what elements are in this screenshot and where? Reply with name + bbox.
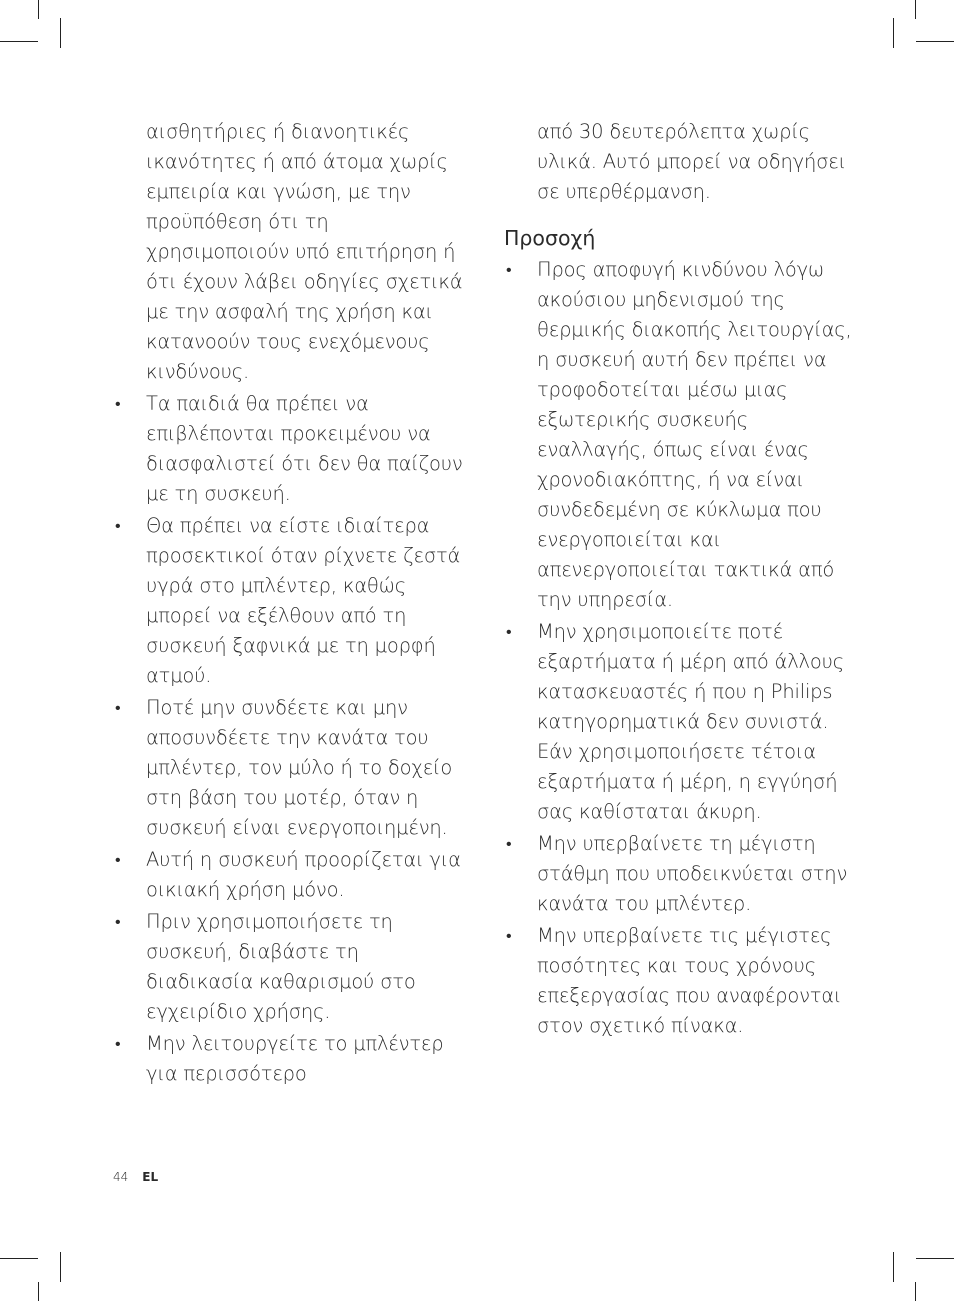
bullet-list [504, 255, 854, 1041]
crop-mark [0, 1258, 38, 1259]
bullet-icon: • [506, 926, 512, 945]
page-number: 44 [113, 1170, 129, 1184]
list-item: • Ποτέ μην συνδέετε και μην αποσυνδέετε την κανάτα του μπλέντερ, τον μύλο ή το δοχείο στη βάση του μοτέρ, όταν η συσκευή είναι ενεργοποιημένη. [113, 693, 463, 843]
continuation-text: αισθητήριες ή διανοητικές ικανότητες ή από άτομα χωρίς εμπειρία και γνώση, με την προϋπόθεση ότι τη χρησιμοποιούν υπό επιτήρηση ή ότι έχουν λάβει οδηγίες σχετικά με την ασφαλή της χρήση και κατανοούν τους ενεχόμενους κινδύνους. [146, 120, 463, 383]
crop-mark [916, 41, 954, 42]
bullet-icon: • [506, 834, 512, 853]
bullet-list [113, 389, 463, 1089]
crop-mark [893, 1252, 894, 1282]
list-item: • Αυτή η συσκευή προορίζεται για οικιακή χρήση μόνο. [113, 845, 463, 905]
list-item: • Πριν χρησιμοποιήσετε τη συσκευή, διαβάστε τη διαδικασία καθαρισμού στο εγχειρίδιο χρήσης. [113, 907, 463, 1027]
list-item: • Μην λειτουργείτε το μπλέντερ για περισσότερο [113, 1029, 463, 1089]
list-item: • Μην χρησιμοποιείτε ποτέ εξαρτήματα ή μέρη από άλλους κατασκευαστές ή που η Philips κατηγορηματικά δεν συνιστά. Εάν χρησιμοποιήσετε τέτοια εξαρτήματα ή μέρη, η εγγύησή σας καθίσταται άκυρη. [504, 617, 854, 827]
list-item: • Μην υπερβαίνετε τις μέγιστες ποσότητες και τους χρόνους επεξεργασίας που αναφέρονται στον σχετικό πίνακα. [504, 921, 854, 1041]
crop-mark [38, 0, 39, 19]
list-item: • Θα πρέπει να είστε ιδιαίτερα προσεκτικοί όταν ρίχνετε ζεστά υγρά στο μπλέντερ, καθώς μπορεί να εξέλθουν από τη συσκευή ξαφνικά με τη μορφή ατμού. [113, 511, 463, 691]
crop-mark [60, 1252, 61, 1282]
list-item: • Μην υπερβαίνετε τη μέγιστη στάθμη που υποδεικνύεται στην κανάτα του μπλέντερ. [504, 829, 854, 919]
list-item: • Προς αποφυγή κινδύνου λόγω ακούσιου μηδενισμού της θερμικής διακοπής λειτουργίας, η συσκευή αυτή δεν πρέπει να τροφοδοτείται μέσω μιας εξωτερικής συσκευής εναλλαγής, όπως είναι ένας χρονοδιακόπτης, ή να είναι συνδεδεμένη σε κύκλωμα που ενεργοποιείται και απενεργοποιείται τακτικά από την υπηρεσία. [504, 255, 854, 615]
right-column [504, 117, 854, 1041]
bullet-icon: • [115, 912, 121, 931]
bullet-icon: • [115, 698, 121, 717]
list-item: • Τα παιδιά θα πρέπει να επιβλέπονται προκειμένου να διασφαλιστεί ότι δεν θα παίζουν με τη συσκευή. [113, 389, 463, 509]
crop-mark [60, 18, 61, 48]
bullet-icon: • [115, 516, 121, 535]
crop-mark [893, 18, 894, 48]
continuation-text: από 30 δευτερόλεπτα χωρίς υλικά. Αυτό μπορεί να οδηγήσει σε υπερθέρμανση. [537, 120, 846, 203]
language-code: EL [142, 1170, 159, 1184]
bullet-icon: • [115, 394, 121, 413]
crop-mark [0, 41, 38, 42]
crop-mark [916, 1258, 954, 1259]
left-column [113, 117, 463, 1089]
crop-mark [915, 1282, 916, 1301]
section-heading: Προσοχή [504, 226, 596, 250]
bullet-icon: • [115, 1034, 121, 1053]
bullet-icon: • [506, 260, 512, 279]
crop-mark [915, 0, 916, 19]
bullet-icon: • [506, 622, 512, 641]
crop-mark [38, 1282, 39, 1301]
bullet-icon: • [115, 850, 121, 869]
page-footer [113, 1168, 158, 1186]
